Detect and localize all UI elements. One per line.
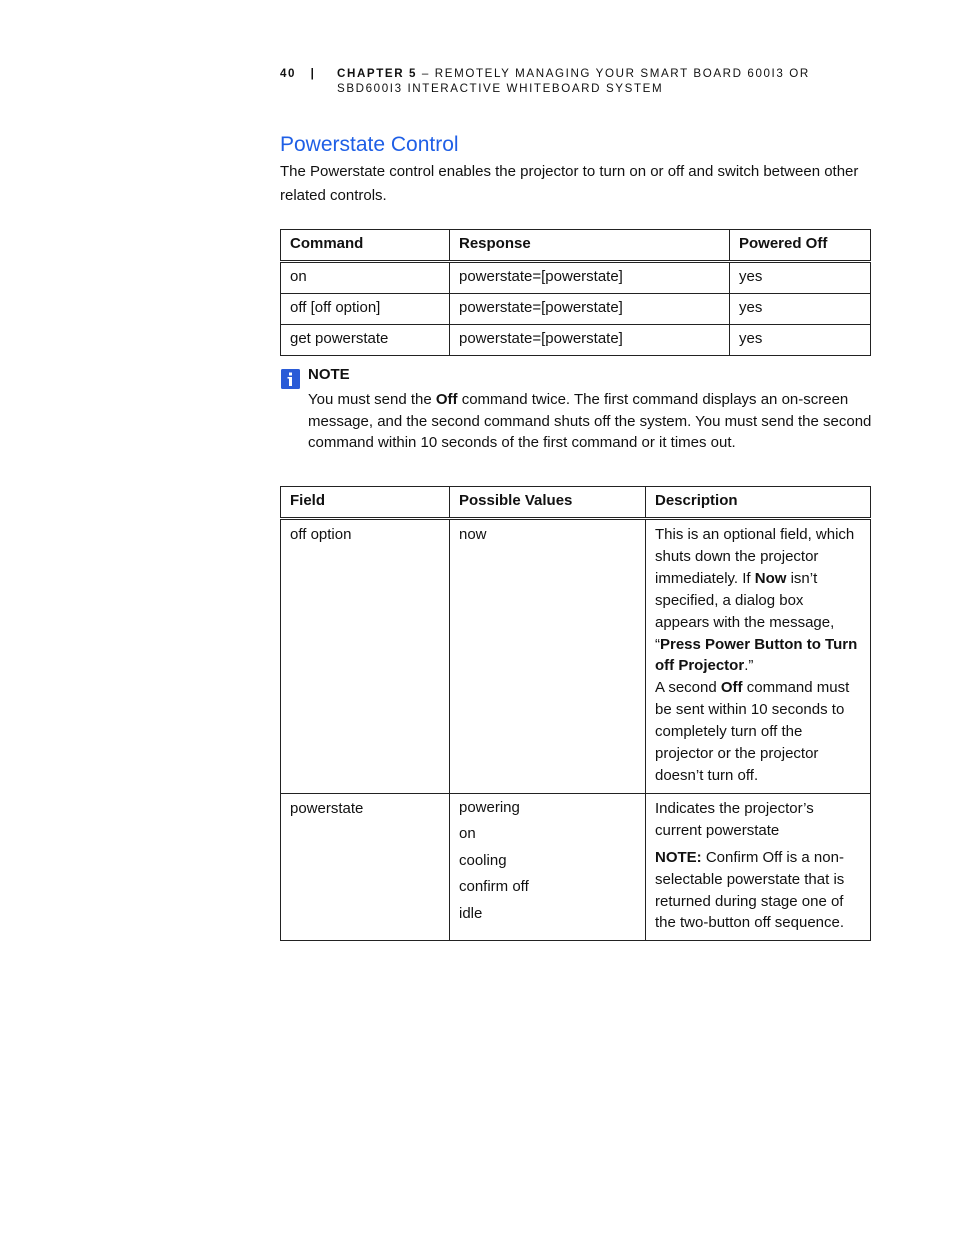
- table-header-row: [281, 230, 871, 262]
- value-item: confirm off: [459, 878, 529, 896]
- table-cell: on: [281, 262, 450, 294]
- chapter-label: CHAPTER 5: [337, 67, 418, 80]
- field-name-cell: powerstate: [281, 793, 450, 940]
- table-row: [281, 793, 871, 940]
- chapter-title: [337, 66, 810, 96]
- note-text: You must send the Off command twice. The first command displays an on-screen message, and the second command shuts off the system. You must send the second command within 10 seconds of the first command or it times out.: [308, 391, 872, 452]
- table-cell: yes: [730, 325, 871, 356]
- column-header: Powered Off: [730, 230, 871, 262]
- field-table: [280, 486, 871, 941]
- note-label: NOTE: [308, 366, 350, 383]
- section-title: Powerstate Control: [280, 133, 459, 156]
- table-cell: powerstate=[powerstate]: [450, 262, 730, 294]
- table-cell: yes: [730, 262, 871, 294]
- column-header: Description: [646, 487, 871, 519]
- table-row: [281, 294, 871, 325]
- table-cell: get powerstate: [281, 325, 450, 356]
- table-row: [281, 325, 871, 356]
- description-cell: [646, 793, 871, 940]
- column-header: Response: [450, 230, 730, 262]
- description-paragraph: This is an optional field, which shuts down the projector immediately. If Now isn’t specified, a dialog box appears with the message, “Press Power Button to Turn off Projector.”: [655, 526, 858, 675]
- table-cell: powerstate=[powerstate]: [450, 294, 730, 325]
- table-row: [281, 519, 871, 794]
- field-name-cell: off option: [281, 519, 450, 794]
- chapter-title-rest: – REMOTELY MANAGING YOUR SMART BOARD 600I3 OR: [417, 67, 810, 80]
- value-item: idle: [459, 904, 483, 922]
- description-paragraph: Indicates the projector’s current powerstate: [655, 799, 814, 839]
- column-header: Field: [281, 487, 450, 519]
- table-cell: powerstate=[powerstate]: [450, 325, 730, 356]
- value-item: powering: [459, 798, 520, 816]
- value-item: cooling: [459, 851, 507, 869]
- possible-values-cell: now: [450, 519, 646, 794]
- description-cell: [646, 519, 871, 794]
- chapter-title-line2: SBD600I3 INTERACTIVE WHITEBOARD SYSTEM: [337, 82, 664, 95]
- command-table: [280, 229, 871, 356]
- column-header: Command: [281, 230, 450, 262]
- description-paragraph: A second Off command must be sent within 10 seconds to completely turn off the projector or the projector doesn’t turn off.: [655, 679, 850, 784]
- description-note: NOTE: Confirm Off is a non-selectable powerstate that is returned during stage one of the two-button off sequence.: [655, 848, 845, 932]
- column-header: Possible Values: [450, 487, 646, 519]
- section-intro: The Powerstate control enables the projector to turn on or off and switch between other related controls.: [280, 163, 859, 204]
- value-item: on: [459, 825, 476, 843]
- table-cell: off [off option]: [281, 294, 450, 325]
- info-icon: [281, 369, 300, 389]
- table-header-row: [281, 487, 871, 519]
- possible-values-cell: [450, 793, 646, 940]
- page-number: 40 |: [280, 67, 316, 80]
- table-cell: yes: [730, 294, 871, 325]
- table-row: [281, 262, 871, 294]
